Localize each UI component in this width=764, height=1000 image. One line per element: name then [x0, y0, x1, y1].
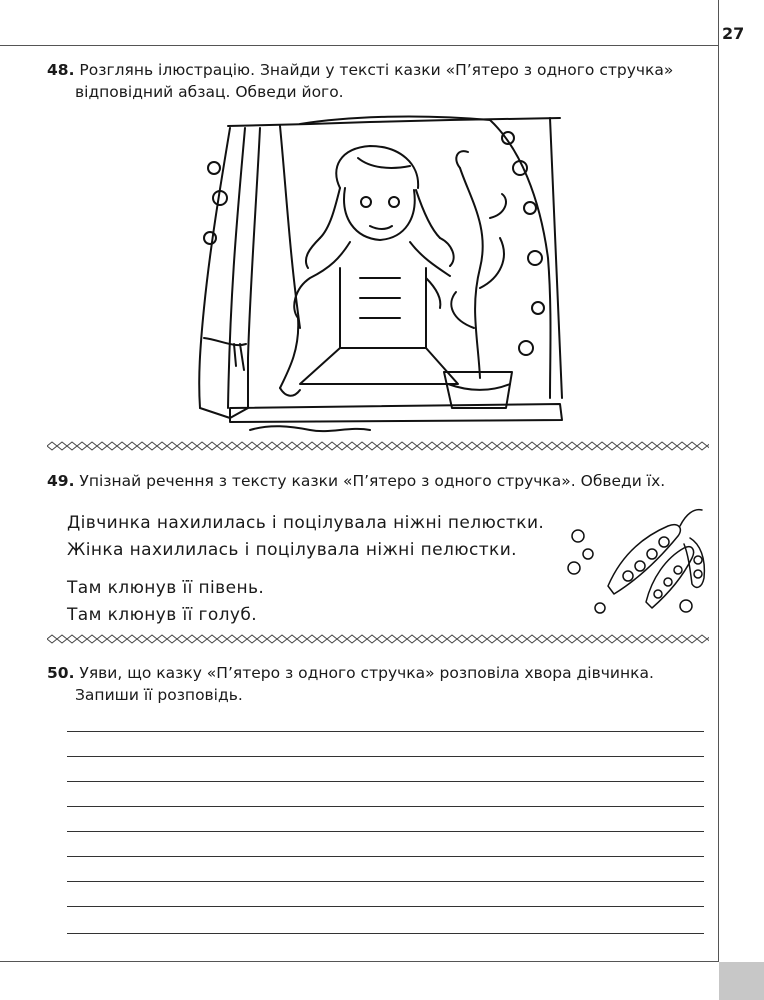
answer-line[interactable] — [67, 856, 704, 857]
answer-line[interactable] — [67, 881, 704, 882]
sentence-option[interactable]: Дівчинка нахилилась і поцілувала ніжні пелюстки. — [67, 513, 545, 533]
task-50-number: 50. — [47, 664, 75, 682]
task-50-text: Уяви, що казку «П’ятеро з одного стручка» розповіла хвора дівчинка. — [79, 664, 654, 682]
sentence-option[interactable]: Там клюнув її голуб. — [67, 605, 258, 625]
sentence-option[interactable]: Жінка нахилилась і поцілувала ніжні пелюстки. — [67, 540, 517, 560]
task-49-text: Упізнай речення з тексту казки «П’ятеро з одного стручка». Обведи їх. — [79, 472, 666, 490]
page-number: 27 — [722, 24, 745, 43]
page-corner-tab — [719, 962, 764, 1000]
page-frame-top — [0, 45, 718, 46]
pea-pods-illustration — [560, 498, 710, 623]
answer-line[interactable] — [67, 906, 704, 907]
answer-line[interactable] — [67, 781, 704, 782]
section-divider — [47, 634, 709, 644]
page-frame-bottom — [0, 961, 718, 962]
answer-line[interactable] — [67, 831, 704, 832]
page-frame-right — [718, 0, 719, 962]
answer-line[interactable] — [67, 756, 704, 757]
task-48-line-2: відповідний абзац. Обведи його. — [75, 83, 344, 101]
answer-line[interactable] — [67, 731, 704, 732]
task-49-number: 49. — [47, 472, 75, 490]
task-48-number: 48. — [47, 61, 75, 79]
answer-line[interactable] — [67, 933, 704, 934]
task-50-line-2: Запиши її розповідь. — [75, 686, 243, 704]
girl-at-window-illustration — [190, 108, 570, 438]
task-48-text: Розглянь ілюстрацію. Знайди у тексті казки «П’ятеро з одного стручка» — [79, 61, 674, 79]
task-48 — [47, 59, 707, 103]
task-48-line-1 — [47, 59, 707, 81]
task-50 — [47, 662, 707, 706]
section-divider — [47, 441, 709, 451]
sentence-option[interactable]: Там клюнув її півень. — [67, 578, 265, 598]
task-50-line-1 — [47, 662, 707, 684]
answer-line[interactable] — [67, 806, 704, 807]
task-49 — [47, 470, 707, 492]
